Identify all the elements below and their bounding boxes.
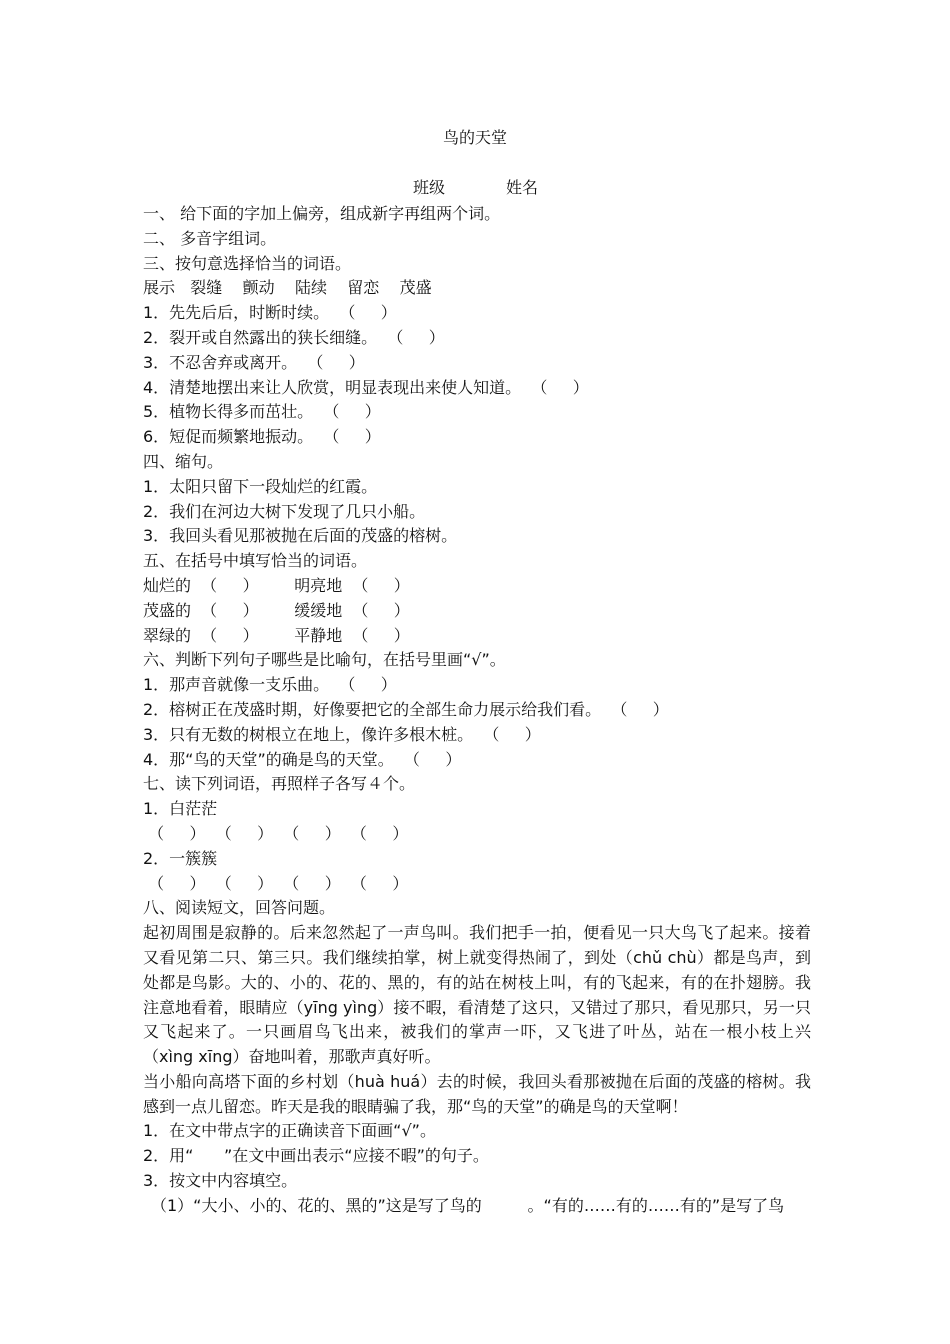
section-6-heading: 六、判断下列句子哪些是比喻句，在括号里画“√”。 [143,650,506,670]
question-item: 2．裂开或自然露出的狭长细缝。 （ ） [143,327,445,347]
section-1-heading: 一、 给下面的字加上偏旁，组成新字再组两个词。 [143,204,501,223]
class-name-line [413,178,538,198]
question-item: 5．植物长得多而茁壮。 （ ） [143,402,381,422]
section-3-heading: 三、按句意选择恰当的词语。 [143,253,352,273]
question-item: 3．我回头看见那被抛在后面的茂盛的榕树。 [143,526,458,546]
question-item: 3．不忍舍弃或离开。 （ ） [143,352,365,372]
section-4-heading: 四、缩句。 [143,451,224,471]
blank-row: （ ） （ ） （ ） （ ） [143,823,409,843]
question-item: 1．先先后后，时断时续。 （ ） [143,303,397,323]
reading-question: 2．用“ ”在文中画出表示“应接不暇”的句子。 [143,1146,489,1166]
section-2-heading: 二、 多音字组词。 [143,228,277,248]
example-word: 2．一簇簇 [143,848,218,868]
question-item: 3．只有无数的树根立在地上，像许多根木桩。 （ ） [143,724,541,744]
fill-blank-row: 茂盛的 （ ） 缓缓地 （ ） [143,600,410,620]
passage-paragraph: 起初周围是寂静的。后来忽然起了一声鸟叫。我们把手一拍，便看见一只大鸟飞了起来。接着又看见第二只、第三只。我们继续拍掌，树上就变得热闹了，到处（chǔ chù）都是鸟声，到处都是鸟影。大的、小的、花的、黑的，有的站在树枝上叫，有的飞起来，有的在扑翅膀。我注意地看着，眼睛应（yīng yìng）接不暇，看清楚了这只，又错过了那只，看见那只，另一只又飞起来了。一只画眉鸟飞出来，被我们的掌声一吓，又飞进了叶丛，站在一根小枝上兴（xìng xīng）奋地叫着，那歌声真好听。 [143,923,811,1067]
question-item: 6．短促而频繁地振动。 （ ） [143,427,381,447]
reading-question: （1）“大小、小的、花的、黑的”这是写了鸟的 。“有的……有的……有的”是写了鸟 [151,1195,785,1215]
fill-blank-row: 灿烂的 （ ） 明亮地 （ ） [143,575,410,595]
example-word: 1．白茫茫 [143,799,218,819]
section-7-heading: 七、读下列词语，再照样子各写４个。 [143,774,416,794]
name-label: 姓名 [506,178,539,197]
section-5-heading: 五、在括号中填写恰当的词语。 [143,551,368,571]
passage-paragraph: 当小船向高塔下面的乡村划（huà huá）去的时候，我回头看那被抛在后面的茂盛的榕树。我感到一点儿留恋。昨天是我的眼睛骗了我，那“鸟的天堂”的确是鸟的天堂啊！ [143,1071,811,1116]
reading-question: 1．在文中带点字的正确读音下面画“√”。 [143,1121,436,1141]
class-label: 班级 [413,178,446,197]
section-8-heading: 八、阅读短文，回答问题。 [143,898,336,918]
fill-blank-row: 翠绿的 （ ） 平静地 （ ） [143,625,410,645]
question-item: 1．那声音就像一支乐曲。 （ ） [143,675,397,695]
question-item: 4．那“鸟的天堂”的确是鸟的天堂。 （ ） [143,749,462,769]
worksheet-body [143,202,811,1219]
word-bank: 展示 裂缝 颤动 陆续 留恋 茂盛 [143,278,432,298]
question-item: 2．我们在河边大树下发现了几只小船。 [143,501,426,521]
question-item: 2．榕树正在茂盛时期，好像要把它的全部生命力展示给我们看。 （ ） [143,699,669,719]
reading-question: 3．按文中内容填空。 [143,1171,298,1191]
question-item: 4．清楚地摆出来让人欣赏，明显表现出来使人知道。 （ ） [143,377,589,397]
page-title: 鸟的天堂 [442,128,507,147]
blank-row: （ ） （ ） （ ） （ ） [143,873,409,893]
question-item: 1．太阳只留下一段灿烂的红霞。 [143,476,378,496]
